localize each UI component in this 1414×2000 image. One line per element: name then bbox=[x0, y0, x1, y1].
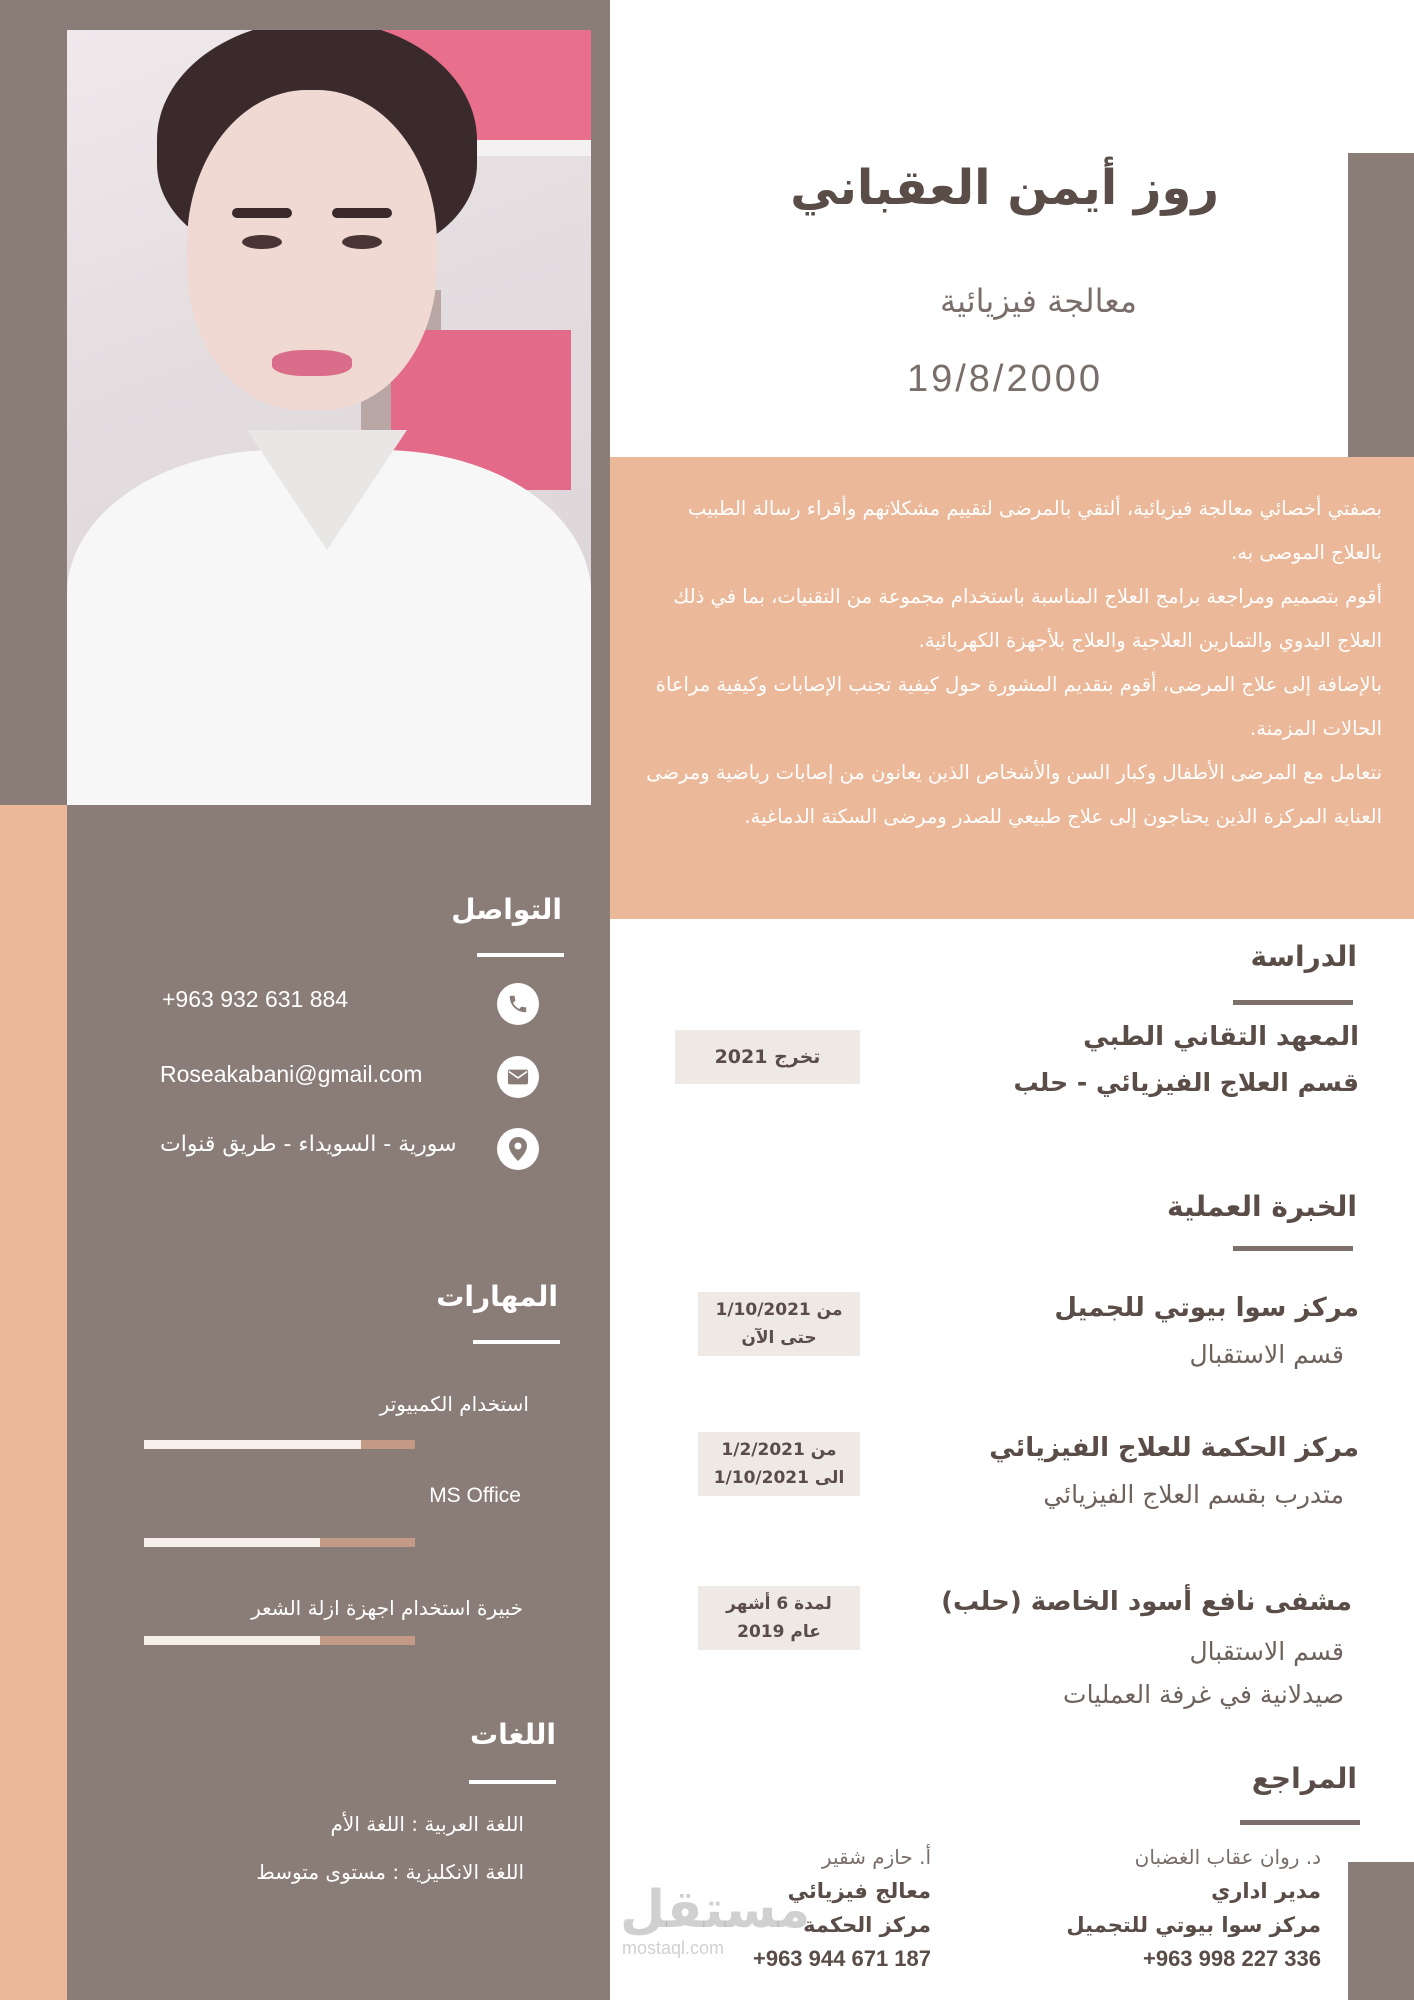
profile-photo bbox=[67, 30, 591, 805]
address-text: سورية - السويداء - طريق قنوات bbox=[160, 1132, 457, 1157]
experience-period-badge bbox=[698, 1292, 860, 1356]
email-text[interactable]: Roseakabani@gmail.com bbox=[160, 1061, 423, 1087]
reference-name: د. روان عقاب الغضبان bbox=[1134, 1845, 1321, 1869]
language-item: اللغة العربية : اللغة الأم bbox=[330, 1812, 524, 1836]
skills-rule bbox=[473, 1340, 560, 1344]
skill-label: MS Office bbox=[429, 1484, 521, 1507]
contact-heading: التواصل bbox=[451, 893, 562, 926]
contact-phone[interactable] bbox=[162, 986, 348, 1013]
skill-label: خبيرة استخدام اجهزة ازلة الشعر bbox=[251, 1596, 523, 1620]
experience-org: مركز سوا بيوتي للجميل bbox=[1054, 1293, 1359, 1323]
profile-summary bbox=[610, 457, 1414, 919]
languages-heading: اللغات bbox=[470, 1718, 556, 1751]
period-start: لمدة 6 أشهر bbox=[726, 1594, 832, 1614]
person-name: روز أيمن العقباني bbox=[790, 160, 1219, 216]
summary-paragraph: بصفتي أخصائي معالجة فيزيائية، ألتقي بالمرضى لتقييم مشكلاتهم وأقراء رسالة الطبيب بالعلاج الموصى به. bbox=[688, 497, 1382, 564]
skill-bar bbox=[144, 1440, 415, 1449]
period-start: من 1/2/2021 bbox=[721, 1440, 837, 1460]
skill-label: استخدام الكمبيوتر bbox=[379, 1392, 529, 1416]
contact-rule bbox=[477, 953, 564, 957]
period-end: عام 2019 bbox=[737, 1622, 821, 1642]
education-heading: الدراسة bbox=[1250, 940, 1357, 973]
experience-org: مركز الحكمة للعلاج الفيزيائي bbox=[989, 1433, 1359, 1463]
skill-bar-fill bbox=[144, 1636, 320, 1645]
references-heading: المراجع bbox=[1251, 1762, 1357, 1795]
watermark-url: mostaql.com bbox=[622, 1938, 725, 1958]
education-rule bbox=[1233, 1000, 1353, 1005]
period-end: حتى الآن bbox=[741, 1328, 817, 1348]
summary-paragraph: أقوم بتصميم ومراجعة برامج العلاج المناسبة باستخدام مجموعة من التقنيات، بما في ذلك العلاج اليدوي والتمارين العلاجية والعلاج بلأجهزة الكهربائية. bbox=[673, 585, 1382, 652]
experience-heading: الخبرة العملية bbox=[1167, 1190, 1357, 1223]
birth-date: 19/8/2000 bbox=[906, 358, 1103, 400]
experience-period-badge bbox=[698, 1432, 860, 1496]
contact-email[interactable] bbox=[160, 1061, 422, 1088]
contact-address bbox=[160, 1132, 457, 1157]
period-start: من 1/10/2021 bbox=[715, 1300, 843, 1320]
experience-org: مشفى نافع أسود الخاصة (حلب) bbox=[941, 1587, 1352, 1617]
reference-org: مركز الحكمة bbox=[803, 1913, 931, 1937]
footer-accent-block bbox=[1348, 1862, 1414, 2000]
summary-paragraph: نتعامل مع المرضى الأطفال وكبار السن والأشخاص الذين يعانون من إصابات رياضية ومرضى العناية المركزة الذين يحتاجون إلى علاج طبيعي للصدر ومرضى السكتة الدماغية. bbox=[646, 761, 1382, 828]
skill-bar-fill bbox=[144, 1440, 361, 1449]
skill-bar bbox=[144, 1636, 415, 1645]
experience-period-badge bbox=[698, 1586, 860, 1650]
graduation-text: تخرج 2021 bbox=[714, 1046, 821, 1068]
header-accent-block bbox=[1348, 153, 1414, 457]
experience-role: قسم الاستقبال bbox=[1189, 1340, 1344, 1369]
skills-heading: المهارات bbox=[436, 1280, 558, 1313]
graduation-badge bbox=[675, 1030, 860, 1084]
languages-rule bbox=[469, 1780, 556, 1784]
phone-text[interactable]: +963 932 631 884 bbox=[162, 986, 349, 1012]
envelope-icon bbox=[497, 1056, 539, 1098]
education-institute: المعهد التقاني الطبي bbox=[1083, 1022, 1359, 1052]
experience-role: متدرب بقسم العلاج الفيزيائي bbox=[1043, 1480, 1344, 1509]
skill-bar bbox=[144, 1538, 415, 1547]
summary-paragraph: بالإضافة إلى علاج المرضى، أقوم بتقديم المشورة حول كيفية تجنب الإصابات وكيفية مراعاة الحالات المزمنة. bbox=[655, 673, 1382, 740]
phone-icon bbox=[497, 983, 539, 1025]
reference-title: مدير اداري bbox=[1211, 1879, 1321, 1903]
experience-role: قسم الاستقبال bbox=[1189, 1637, 1344, 1666]
reference-title: معالج فيزيائي bbox=[787, 1879, 931, 1903]
education-department: قسم العلاج الفيزيائي - حلب bbox=[1013, 1068, 1359, 1097]
references-rule bbox=[1240, 1820, 1360, 1825]
job-title: معالجة فيزيائية bbox=[939, 282, 1137, 320]
watermark-logo: مستقل bbox=[620, 1880, 811, 1940]
period-end: الى 1/10/2021 bbox=[713, 1468, 845, 1488]
left-accent-strip bbox=[0, 805, 67, 2000]
skill-bar-fill bbox=[144, 1538, 320, 1547]
reference-name: أ. حازم شقير bbox=[821, 1845, 931, 1869]
reference-card bbox=[1066, 1840, 1321, 1976]
reference-phone: +963 998 227 336 bbox=[1142, 1946, 1321, 1971]
experience-rule bbox=[1233, 1246, 1353, 1251]
language-item: اللغة الانكليزية : مستوى متوسط bbox=[256, 1860, 524, 1884]
reference-phone: +963 944 671 187 bbox=[752, 1946, 931, 1971]
experience-role: صيدلانية في غرفة العمليات bbox=[1063, 1680, 1344, 1709]
reference-org: مركز سوا بيوتي للتجميل bbox=[1066, 1913, 1321, 1937]
location-pin-icon bbox=[497, 1128, 539, 1170]
